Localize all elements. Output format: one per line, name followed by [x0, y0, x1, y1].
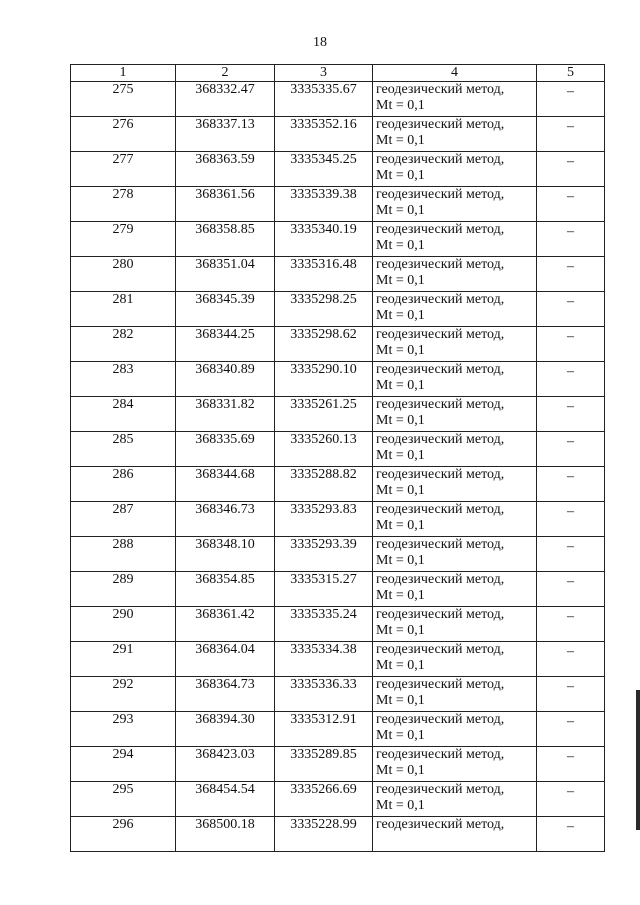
- point-number-cell: 296: [71, 817, 176, 852]
- method-cell: [373, 152, 537, 187]
- method-cell: [373, 537, 537, 572]
- point-number-cell: 293: [71, 712, 176, 747]
- point-number-cell: 283: [71, 362, 176, 397]
- method-cell: [373, 292, 537, 327]
- method-cell: [373, 712, 537, 747]
- note-dash: –: [567, 154, 574, 169]
- note-cell: [537, 117, 605, 152]
- note-cell: [537, 537, 605, 572]
- table-row: [71, 502, 605, 537]
- method-text: геодезический метод,: [376, 117, 505, 132]
- accuracy-text: Mt = 0,1: [376, 693, 425, 708]
- y-coordinate-cell: 3335339.38: [275, 187, 373, 222]
- method-text: геодезический метод,: [376, 537, 505, 552]
- accuracy-text: Mt = 0,1: [376, 203, 425, 218]
- column-header-3: 3: [275, 65, 373, 82]
- note-cell: [537, 327, 605, 362]
- accuracy-text: Mt = 0,1: [376, 308, 425, 323]
- table-row: [71, 817, 605, 852]
- table-row: [71, 642, 605, 677]
- y-coordinate-cell: 3335298.62: [275, 327, 373, 362]
- method-text: геодезический метод,: [376, 467, 505, 482]
- point-number-cell: 290: [71, 607, 176, 642]
- note-cell: [537, 502, 605, 537]
- x-coordinate-cell: 368331.82: [176, 397, 275, 432]
- table-row: [71, 607, 605, 642]
- table-row: [71, 327, 605, 362]
- y-coordinate-cell: 3335293.39: [275, 537, 373, 572]
- accuracy-text: Mt = 0,1: [376, 413, 425, 428]
- y-coordinate-cell: 3335266.69: [275, 782, 373, 817]
- x-coordinate-cell: 368361.56: [176, 187, 275, 222]
- y-coordinate-cell: 3335334.38: [275, 642, 373, 677]
- point-number-cell: 275: [71, 82, 176, 117]
- table-row: [71, 782, 605, 817]
- column-header-2: 2: [176, 65, 275, 82]
- note-cell: [537, 152, 605, 187]
- note-dash: –: [567, 714, 574, 729]
- y-coordinate-cell: 3335290.10: [275, 362, 373, 397]
- accuracy-text: Mt = 0,1: [376, 728, 425, 743]
- point-number-cell: 284: [71, 397, 176, 432]
- accuracy-text: Mt = 0,1: [376, 658, 425, 673]
- method-cell: [373, 327, 537, 362]
- note-dash: –: [567, 469, 574, 484]
- method-text: геодезический метод,: [376, 642, 505, 657]
- accuracy-text: Mt = 0,1: [376, 98, 425, 113]
- y-coordinate-cell: 3335288.82: [275, 467, 373, 502]
- x-coordinate-cell: 368364.73: [176, 677, 275, 712]
- method-text: геодезический метод,: [376, 222, 505, 237]
- x-coordinate-cell: 368344.68: [176, 467, 275, 502]
- point-number-cell: 288: [71, 537, 176, 572]
- method-cell: [373, 222, 537, 257]
- y-coordinate-cell: 3335340.19: [275, 222, 373, 257]
- note-cell: [537, 817, 605, 852]
- method-text: геодезический метод,: [376, 292, 505, 307]
- method-cell: [373, 607, 537, 642]
- x-coordinate-cell: 368346.73: [176, 502, 275, 537]
- x-coordinate-cell: 368340.89: [176, 362, 275, 397]
- method-text: геодезический метод,: [376, 712, 505, 727]
- method-cell: [373, 677, 537, 712]
- point-number-cell: 285: [71, 432, 176, 467]
- table-row: [71, 187, 605, 222]
- note-dash: –: [567, 679, 574, 694]
- note-cell: [537, 292, 605, 327]
- note-cell: [537, 642, 605, 677]
- method-text: геодезический метод,: [376, 257, 505, 272]
- x-coordinate-cell: 368348.10: [176, 537, 275, 572]
- page-number: 18: [313, 35, 327, 50]
- note-cell: [537, 187, 605, 222]
- method-text: геодезический метод,: [376, 397, 505, 412]
- x-coordinate-cell: 368423.03: [176, 747, 275, 782]
- note-cell: [537, 572, 605, 607]
- point-number-cell: 287: [71, 502, 176, 537]
- coordinates-table: [70, 64, 605, 852]
- point-number-cell: 289: [71, 572, 176, 607]
- note-dash: –: [567, 784, 574, 799]
- x-coordinate-cell: 368358.85: [176, 222, 275, 257]
- x-coordinate-cell: 368363.59: [176, 152, 275, 187]
- method-text: геодезический метод,: [376, 502, 505, 517]
- method-cell: [373, 642, 537, 677]
- method-text: геодезический метод,: [376, 432, 505, 447]
- table-row: [71, 292, 605, 327]
- accuracy-text: Mt = 0,1: [376, 518, 425, 533]
- method-text: геодезический метод,: [376, 782, 505, 797]
- y-coordinate-cell: 3335289.85: [275, 747, 373, 782]
- method-cell: [373, 432, 537, 467]
- table-row: [71, 572, 605, 607]
- note-dash: –: [567, 749, 574, 764]
- y-coordinate-cell: 3335336.33: [275, 677, 373, 712]
- x-coordinate-cell: 368351.04: [176, 257, 275, 292]
- table-row: [71, 677, 605, 712]
- table-row: [71, 397, 605, 432]
- note-dash: –: [567, 119, 574, 134]
- table-row: [71, 432, 605, 467]
- accuracy-text: Mt = 0,1: [376, 168, 425, 183]
- method-text: геодезический метод,: [376, 82, 505, 97]
- accuracy-text: Mt = 0,1: [376, 483, 425, 498]
- table-row: [71, 152, 605, 187]
- accuracy-text: Mt = 0,1: [376, 378, 425, 393]
- method-cell: [373, 467, 537, 502]
- x-coordinate-cell: 368364.04: [176, 642, 275, 677]
- method-text: геодезический метод,: [376, 187, 505, 202]
- accuracy-text: Mt = 0,1: [376, 238, 425, 253]
- point-number-cell: 292: [71, 677, 176, 712]
- y-coordinate-cell: 3335298.25: [275, 292, 373, 327]
- y-coordinate-cell: 3335228.99: [275, 817, 373, 852]
- accuracy-text: Mt = 0,1: [376, 798, 425, 813]
- note-dash: –: [567, 504, 574, 519]
- x-coordinate-cell: 368337.13: [176, 117, 275, 152]
- x-coordinate-cell: 368354.85: [176, 572, 275, 607]
- method-cell: [373, 187, 537, 222]
- y-coordinate-cell: 3335345.25: [275, 152, 373, 187]
- method-cell: [373, 747, 537, 782]
- x-coordinate-cell: 368335.69: [176, 432, 275, 467]
- accuracy-text: Mt = 0,1: [376, 588, 425, 603]
- point-number-cell: 282: [71, 327, 176, 362]
- point-number-cell: 291: [71, 642, 176, 677]
- note-cell: [537, 222, 605, 257]
- note-dash: –: [567, 609, 574, 624]
- note-dash: –: [567, 399, 574, 414]
- accuracy-text: Mt = 0,1: [376, 448, 425, 463]
- note-dash: –: [567, 224, 574, 239]
- table-row: [71, 712, 605, 747]
- point-number-cell: 277: [71, 152, 176, 187]
- point-number-cell: 279: [71, 222, 176, 257]
- method-text: геодезический метод,: [376, 677, 505, 692]
- note-cell: [537, 397, 605, 432]
- method-cell: [373, 362, 537, 397]
- accuracy-text: Mt = 0,1: [376, 623, 425, 638]
- accuracy-text: Mt = 0,1: [376, 343, 425, 358]
- note-cell: [537, 607, 605, 642]
- method-text: геодезический метод,: [376, 152, 505, 167]
- method-text: геодезический метод,: [376, 362, 505, 377]
- note-dash: –: [567, 434, 574, 449]
- x-coordinate-cell: 368500.18: [176, 817, 275, 852]
- note-dash: –: [567, 364, 574, 379]
- method-cell: [373, 397, 537, 432]
- point-number-cell: 295: [71, 782, 176, 817]
- method-cell: [373, 782, 537, 817]
- method-cell: [373, 817, 537, 852]
- note-dash: –: [567, 539, 574, 554]
- column-header-1: 1: [71, 65, 176, 82]
- note-cell: [537, 257, 605, 292]
- method-text: геодезический метод,: [376, 817, 505, 832]
- note-dash: –: [567, 574, 574, 589]
- method-text: геодезический метод,: [376, 327, 505, 342]
- point-number-cell: 281: [71, 292, 176, 327]
- x-coordinate-cell: 368361.42: [176, 607, 275, 642]
- x-coordinate-cell: 368332.47: [176, 82, 275, 117]
- note-dash: –: [567, 329, 574, 344]
- method-cell: [373, 117, 537, 152]
- method-cell: [373, 502, 537, 537]
- point-number-cell: 276: [71, 117, 176, 152]
- table-row: [71, 257, 605, 292]
- note-cell: [537, 432, 605, 467]
- method-cell: [373, 82, 537, 117]
- note-dash: –: [567, 819, 574, 834]
- note-cell: [537, 677, 605, 712]
- note-cell: [537, 82, 605, 117]
- table-header-row: [71, 65, 605, 82]
- note-cell: [537, 362, 605, 397]
- method-text: геодезический метод,: [376, 572, 505, 587]
- note-dash: –: [567, 259, 574, 274]
- y-coordinate-cell: 3335335.24: [275, 607, 373, 642]
- table-row: [71, 82, 605, 117]
- table-body: [71, 82, 605, 852]
- note-cell: [537, 467, 605, 502]
- x-coordinate-cell: 368344.25: [176, 327, 275, 362]
- x-coordinate-cell: 368345.39: [176, 292, 275, 327]
- table-row: [71, 747, 605, 782]
- note-cell: [537, 782, 605, 817]
- y-coordinate-cell: 3335312.91: [275, 712, 373, 747]
- y-coordinate-cell: 3335335.67: [275, 82, 373, 117]
- column-header-4: 4: [373, 65, 537, 82]
- accuracy-text: Mt = 0,1: [376, 273, 425, 288]
- y-coordinate-cell: 3335293.83: [275, 502, 373, 537]
- note-cell: [537, 747, 605, 782]
- y-coordinate-cell: 3335316.48: [275, 257, 373, 292]
- y-coordinate-cell: 3335260.13: [275, 432, 373, 467]
- table-row: [71, 362, 605, 397]
- table-row: [71, 222, 605, 257]
- scan-edge-mark: [636, 690, 640, 830]
- note-dash: –: [567, 189, 574, 204]
- column-header-5: 5: [537, 65, 605, 82]
- accuracy-text: Mt = 0,1: [376, 553, 425, 568]
- accuracy-text: Mt = 0,1: [376, 763, 425, 778]
- method-text: геодезический метод,: [376, 607, 505, 622]
- method-cell: [373, 572, 537, 607]
- table-row: [71, 537, 605, 572]
- point-number-cell: 286: [71, 467, 176, 502]
- note-cell: [537, 712, 605, 747]
- point-number-cell: 280: [71, 257, 176, 292]
- method-text: геодезический метод,: [376, 747, 505, 762]
- y-coordinate-cell: 3335261.25: [275, 397, 373, 432]
- x-coordinate-cell: 368454.54: [176, 782, 275, 817]
- note-dash: –: [567, 84, 574, 99]
- x-coordinate-cell: 368394.30: [176, 712, 275, 747]
- y-coordinate-cell: 3335352.16: [275, 117, 373, 152]
- point-number-cell: 278: [71, 187, 176, 222]
- note-dash: –: [567, 644, 574, 659]
- y-coordinate-cell: 3335315.27: [275, 572, 373, 607]
- table-row: [71, 467, 605, 502]
- table-row: [71, 117, 605, 152]
- note-dash: –: [567, 294, 574, 309]
- method-cell: [373, 257, 537, 292]
- accuracy-text: Mt = 0,1: [376, 133, 425, 148]
- point-number-cell: 294: [71, 747, 176, 782]
